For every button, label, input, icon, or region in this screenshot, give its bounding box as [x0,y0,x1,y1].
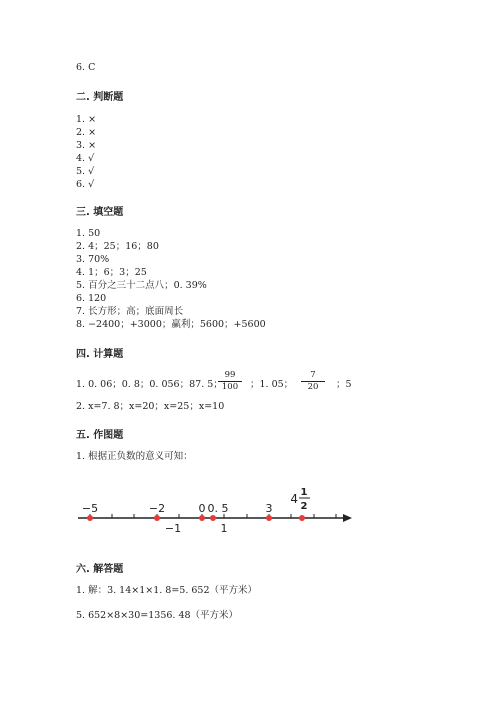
point-0-5 [210,515,216,521]
judge-item-2: 2. × [76,127,97,138]
fill-item-8: 8. −2400；+3000；赢利；5600；+5600 [76,319,266,330]
fraction-denominator: 100 [221,382,239,392]
mixed-number-whole: 4 [290,492,298,506]
label-neg1: −1 [164,522,182,535]
judge-item-1: 1. × [76,114,97,125]
label-1: 1 [220,522,228,535]
number-line-arrow-icon [343,514,352,522]
judge-item-5: 5. √ [76,166,95,177]
mixed-number-numerator: 1 [300,487,308,498]
judge-item-4: 4. √ [76,153,95,164]
judge-item-3: 3. × [76,140,97,151]
fill-item-6: 6. 120 [76,293,107,304]
section-3-title: 三. 填空题 [76,207,124,218]
label-zero: 0 [198,502,206,515]
answer-6: 6. C [76,62,96,73]
judge-item-6: 6. √ [76,179,95,190]
fill-item-1: 1. 50 [76,228,101,239]
label-3: 3 [265,502,273,515]
solve-line2: 5. 652×8×30=1356. 48（平方米） [76,610,239,621]
section-2-title: 二. 判断题 [76,92,124,103]
point-0 [199,515,205,521]
label-neg5: −5 [81,502,99,515]
fill-item-7: 7. 长方形；高；底面周长 [76,306,184,317]
fraction-99-100 [218,370,242,393]
calc-line2: 2. x=7. 8；x=20；x=25；x=10 [76,401,225,412]
calc-line1-part-a: 1. 0. 06；0. 8；0. 056；87. 5； [76,379,223,390]
section-5-title: 五. 作图题 [76,430,124,441]
section-6-title: 六. 解答题 [76,564,124,575]
fraction-denominator: 20 [307,382,319,392]
label-neg2: −2 [148,502,166,515]
solve-line1: 1. 解：3. 14×1×1. 8=5. 652（平方米） [76,585,258,596]
mixed-number-denominator: 2 [300,501,308,512]
point-neg2 [154,515,160,521]
fill-item-2: 2. 4；25；16；80 [76,241,159,252]
section-4-title: 四. 计算题 [76,349,124,360]
label-0-5: 0. 5 [207,502,229,515]
point-3 [266,515,272,521]
fill-item-4: 4. 1；6；3；25 [76,267,147,278]
fraction-7-20 [301,370,325,393]
point-neg5 [87,515,93,521]
fraction-numerator: 99 [218,370,242,382]
point-4-5 [299,515,305,521]
calc-line1-part-c: ；5 [336,379,352,390]
draw-line1: 1. 根据正负数的意义可知： [76,451,193,462]
calc-line1-part-b: ；1. 05； [250,379,294,390]
fill-item-5: 5. 百分之三十二点八；0. 39% [76,280,207,291]
fraction-numerator: 7 [301,370,325,382]
number-line-figure [0,482,500,542]
fill-item-3: 3. 70% [76,254,110,265]
